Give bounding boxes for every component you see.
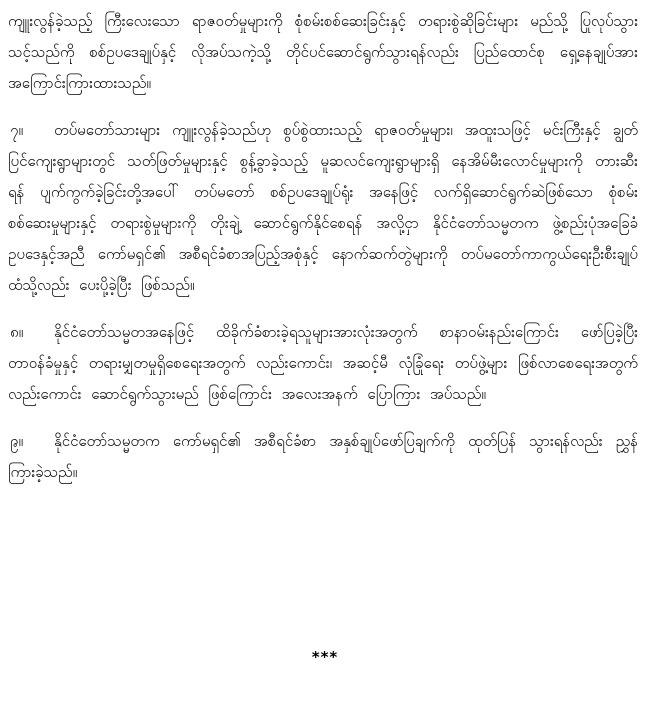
paragraph-7	[8, 115, 638, 301]
paragraph-text: နိုင်ငံတော်သမ္မတက ကော်မရှင်၏ အစီရင်ခံစာ အနှစ်ချုပ်ဖော်ပြချက်ကို ထုတ်ပြန် သွားရန်လည်း ညွှန်ကြားခဲ့သည်။	[8, 432, 638, 481]
paragraph-text: နိုင်ငံတော်သမ္မတအနေဖြင့် ထိခိုက်ခံစားခဲ့ရသူများအားလုံးအတွက် စာနာဝမ်းနည်းကြောင်း ဖော်ပြခဲ့ပြီး တာဝန်ခံမှုနှင့် တရားမျှတမှုရှိစေရေးအတွက် လည်းကောင်း၊ အဆင့်မီ လုံခြုံရေး တပ်ဖွဲ့များ ဖြစ်လာစေရေးအတွက် လည်းကောင်း ဆောင်ရွက်သွားမည် ဖြစ်ကြောင်း အလေးအနက် ပြောကြား အပ်သည်။	[8, 323, 638, 403]
paragraph-number: ၉။	[10, 432, 23, 450]
end-mark: ***	[311, 648, 339, 666]
paragraph-continued	[8, 6, 638, 99]
paragraph-number: ၈။	[10, 323, 24, 341]
paragraph-number: ၇။	[10, 121, 23, 139]
paragraph-text: တပ်မတော်သားများ ကျူးလွန်ခဲ့သည်ဟု စွပ်စွဲထားသည့် ရာဇဝတ်မှုများ၊ အထူးသဖြင့် မင်းကြီးနှင့် ချွတ်ပြင်ကျေးရွာများတွင် သတ်ဖြတ်မှုများနှင့် စွန့်ခွာခဲ့သည့် မူဆလင်ကျေးရွာများရှိ နေအိမ်မီးလောင်မှုများကို တားဆီးရန် ပျက်ကွက်ခဲ့ခြင်းတို့အပေါ် တပ်မတော် စစ်ဥပဒေချုပ်ရုံး အနေဖြင့် လက်ရှိဆောင်ရွက်ဆဲဖြစ်သော စုံစမ်းစစ်ဆေးမှုများနှင့် တရားစွဲမှုများကို တိုးချဲ့ ဆောင်ရွက်နိုင်စေရန် အလို့ငှာ နိုင်ငံတော်သမ္မတက ဖွဲ့စည်းပုံအခြေခံဥပဒေနှင့်အညီ ကော်မရှင်၏ အစီရင်ခံစာအပြည့်အစုံနှင့် နောက်ဆက်တွဲများကို တပ်မတော်ကာကွယ်ရေးဦးစီးချုပ်ထံသို့လည်း ပေးပို့ခဲ့ပြီး ဖြစ်သည်။	[8, 121, 638, 294]
paragraph-8	[8, 317, 638, 410]
paragraph-9	[8, 426, 638, 488]
paragraph-text: ကျူးလွန်ခဲ့သည့် ကြီးလေးသော ရာဇဝတ်မှုများကို စုံစမ်းစစ်ဆေးခြင်းနှင့် တရားစွဲဆိုခြင်းများ မည်သို့ ပြုလုပ်သွားသင့်သည်ကို စစ်ဥပဒေချုပ်နှင့် လိုအပ်သကဲ့သို့ တိုင်ပင်ဆောင်ရွက်သွားရန်လည်း ပြည်ထောင်စု ရှေ့နေချုပ်အား အကြောင်းကြားထားသည်။	[8, 12, 638, 92]
